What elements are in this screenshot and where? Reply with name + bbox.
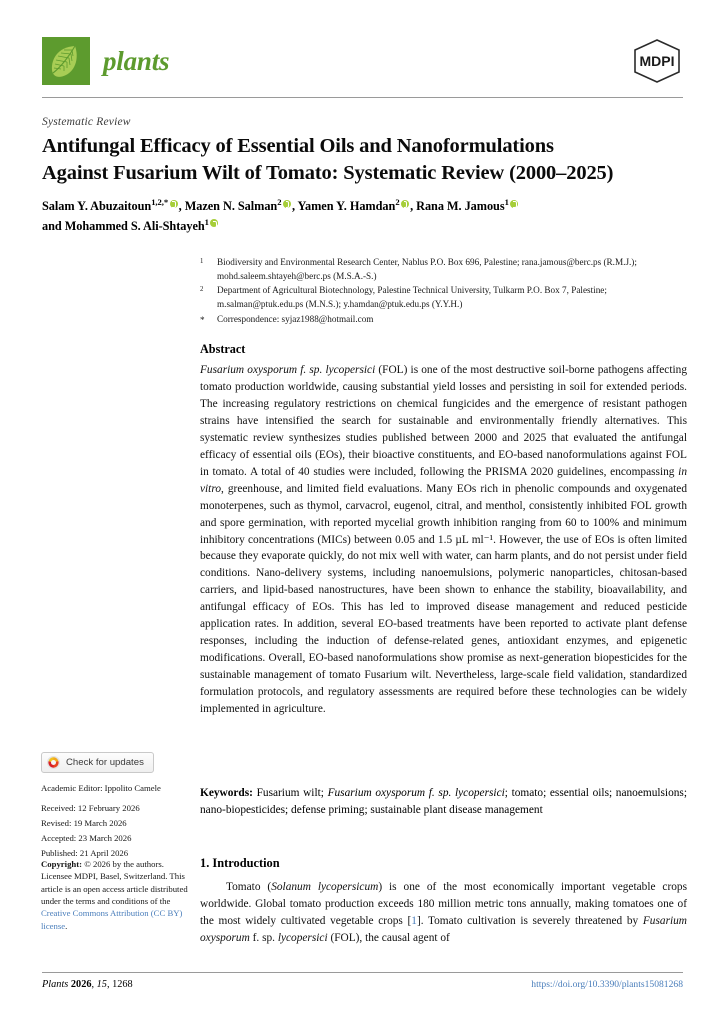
- author-name: Mazen N. Salman: [184, 199, 278, 214]
- citation-year: 2026: [70, 979, 92, 990]
- author-affiliation-mark: 1: [204, 216, 209, 227]
- keywords: [200, 785, 687, 819]
- copyright-text: © 2026 by the authors. Licensee MDPI, Basel, Switzerland. This article is an open access article distributed under the terms and conditions of the: [41, 859, 188, 907]
- title-line-2: Against Fusarium Wilt of Tomato: Systematic Review (2000–2025): [42, 161, 614, 184]
- affiliation-text: Biodiversity and Environmental Research Center, Nablus P.O. Box 696, Palestine; rana.jamous@berc.ps (R.M.J.); mohd.saleem.shtayeh@berc.ps (M.S.A.-S.): [217, 257, 637, 281]
- affiliation-mark: 1: [200, 257, 204, 265]
- affiliation-item: [200, 284, 687, 312]
- check-for-updates-button[interactable]: [41, 752, 154, 773]
- correspondence-mark: *: [200, 315, 205, 326]
- masthead: [42, 32, 683, 90]
- header-divider: [42, 97, 683, 98]
- doi-link[interactable]: https://doi.org/10.3390/plants15081268: [531, 979, 683, 990]
- crossmark-icon: [47, 756, 60, 769]
- journal-citation: Plants 2026, 15, 1268: [42, 979, 133, 990]
- publication-metadata: [41, 783, 193, 862]
- orcid-icon[interactable]: [283, 200, 291, 208]
- reference-link-1[interactable]: 1: [411, 914, 417, 927]
- copyright-notice: [41, 858, 196, 932]
- affiliation-item: [200, 313, 687, 328]
- correspondence-text: Correspondence: syjaz1988@hotmail.com: [217, 313, 374, 324]
- svg-text:MDPI: MDPI: [639, 53, 675, 69]
- abstract-heading: Abstract: [200, 342, 246, 356]
- affiliation-item: [200, 256, 687, 284]
- copyright-period: .: [65, 920, 68, 931]
- introduction-text: Tomato (Solanum lycopersicum) is one of the most economically important vegetable crops worldwide. Global tomato production exceeds 180 million metric tons annually, making tomatoes one of the most widely cultivated vegetable crops [1]. Tomato cultivation is severely threatened by Fusarium oxysporum f. sp. lycopersici (FOL), the causal agent of: [200, 881, 688, 944]
- orcid-icon[interactable]: [210, 219, 218, 227]
- keywords-label: Keywords:: [200, 787, 253, 799]
- cc-license-link[interactable]: Creative Commons Attribution (CC BY) license: [41, 908, 183, 931]
- author-name: Yamen Y. Hamdan: [297, 199, 396, 214]
- received-date: Received: 12 February 2026: [41, 803, 140, 814]
- copyright-label: Copyright:: [41, 859, 83, 869]
- article-type-label: Systematic Review: [42, 116, 131, 128]
- academic-editor: Academic Editor: Ippolito Camele: [41, 783, 161, 793]
- citation-volume: 15: [96, 979, 107, 990]
- keywords-text: Fusarium wilt; Fusarium oxysporum f. sp. lycopersici; tomato; essential oils; nanoemulsions; nano-biopesticides; defense priming; sustainable plant disease management: [200, 787, 687, 816]
- mdpi-logo-icon: [631, 37, 683, 85]
- author-list: Salam Y. Abuzaitoun$^{1,2,*}$ , Mazen N. Salman$^2$ , Yamen Y. Hamdan$^2$ , Rana M. Jamous$^1$ and Mohammed S. Ali-Shtayeh$^1$: [42, 196, 687, 236]
- introduction-heading: 1. Introduction: [200, 856, 280, 870]
- author-affiliation-mark: 2: [395, 197, 400, 207]
- orcid-icon[interactable]: [170, 200, 178, 208]
- author-conjunction: and: [42, 218, 62, 233]
- accepted-date: Accepted: 23 March 2026: [41, 832, 132, 843]
- citation-article-number: 1268: [112, 979, 133, 990]
- footer-divider: [42, 972, 683, 973]
- published-date: Published: 21 April 2026: [41, 847, 129, 858]
- author-affiliation-mark: 1,2,*: [151, 197, 169, 207]
- page-footer: [42, 979, 683, 990]
- author-affiliation-mark: 1: [504, 197, 509, 207]
- affiliation-mark: 2: [200, 285, 204, 293]
- journal-name: plants: [103, 45, 170, 76]
- orcid-icon[interactable]: [510, 200, 518, 208]
- journal-brand: [42, 37, 169, 85]
- introduction-paragraph: [200, 879, 687, 947]
- revised-date: Revised: 19 March 2026: [41, 818, 127, 829]
- page-title: [42, 133, 687, 186]
- check-for-updates-label: Check for updates: [66, 757, 144, 768]
- leaf-icon: [42, 37, 90, 85]
- orcid-icon[interactable]: [401, 200, 409, 208]
- citation-journal: Plants: [42, 979, 69, 990]
- author-name: Rana M. Jamous: [416, 199, 505, 214]
- title-line-1: Antifungal Efficacy of Essential Oils and Nanoformulations: [42, 135, 554, 157]
- abstract-text: Fusarium oxysporum f. sp. lycopersici (FOL) is one of the most destructive soil-borne pathogens affecting tomato production worldwide, causing substantial yield losses and persisting in soil for extended periods. The increasing regulatory restrictions on chemical fungicides and the emergence of resistant pathogen strains have intensified the search for sustainable and environmentally friendly alternatives. This systematic review synthesizes studies published between 2000 and 2025 that evaluated the antifungal efficacy of essential oils (EOs), their bioactive constituents, and EO-based nanoformulations against FOL in tomato. A total of 40 studies were included, following the PRISMA 2020 guidelines, encompassing in vitro, greenhouse, and limited field evaluations. Many EOs rich in phenolic compounds and oxygenated monoterpenes, such as thymol, carvacrol, eugenol, citral, and menthol, consistently inhibited FOL growth and spore germination, with reported mycelial growth inhibition ranging from 60 to 100% and minimum inhibitory concentrations (MICs) between 0.05 and 1.5 µL ml⁻¹. However, the use of EOs is often limited because they evaporate quickly, do not mix well with water, can harm plants, and do not persist under field conditions. Nano-delivery systems, including nanoemulsions, polymeric nanoparticles, chitosan-based carriers, and lipid-based nanostructures, have been shown to enhance the stability, bioavailability, and antifungal efficacy of EOs. This has led to improved disease management and reduced pesticide application rates. In addition, several EO-based treatments have been reported to activate plant defense responses, including the induction of defense-related genes, antioxidant enzymes, and epigenetic modifications. Overall, EO-based nanoformulations show promise as next-generation biopesticides for the sustainable management of tomato Fusarium wilt. Nevertheless, large-scale field validation, standardized formulation protocols, and regulatory assessments are required before these technologies can be widely implemented in agriculture.: [200, 364, 687, 716]
- author-name: Salam Y. Abuzaitoun: [42, 199, 152, 214]
- author-affiliation-mark: 2: [277, 197, 282, 207]
- affiliation-text: Department of Agricultural Biotechnology, Palestine Technical University, Tulkarm P.O. Box 7, Palestine; m.salman@ptuk.edu.ps (M.N.S.); y.hamdan@ptuk.edu.ps (Y.Y.H.): [217, 285, 607, 310]
- affiliation-list: [200, 256, 687, 329]
- author-name: Mohammed S. Ali-Shtayeh: [64, 218, 205, 233]
